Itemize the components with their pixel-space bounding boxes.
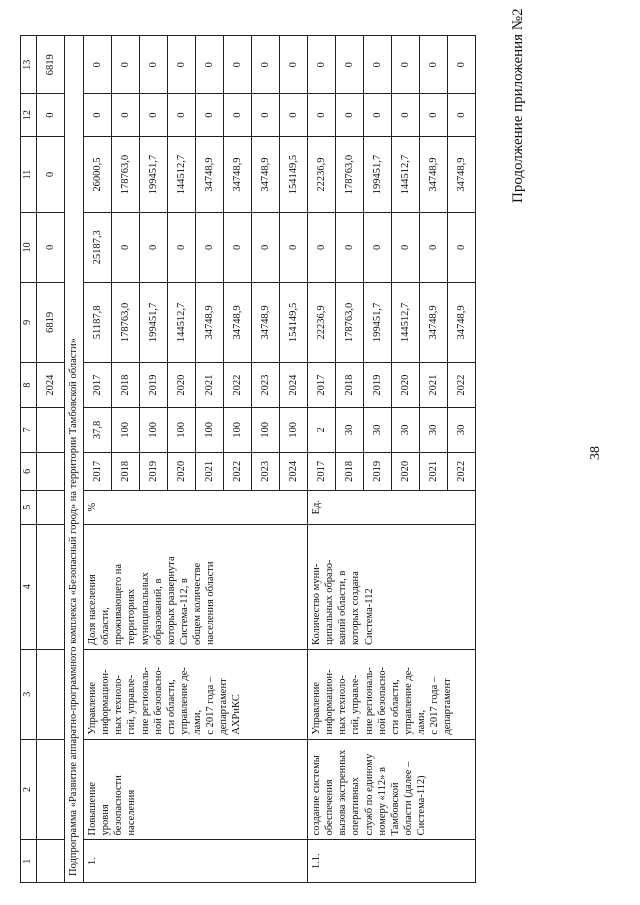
unit: %	[84, 490, 308, 524]
finance-year: 2020	[392, 363, 420, 408]
indicator-year: 2024	[280, 452, 308, 490]
indicator-value: 37,8	[84, 408, 112, 453]
appendix-label: Продолжение приложения №2	[510, 8, 526, 203]
col-number: 13	[21, 36, 37, 94]
total-amount: 34748,9	[420, 282, 448, 363]
event-name: Повышение уровня безопасности населения	[84, 739, 308, 840]
indicator-year: 2023	[252, 452, 280, 490]
regional-amount: 34748,9	[196, 136, 224, 212]
indicator-value: 100	[252, 408, 280, 453]
regional-amount: 199451,7	[364, 136, 392, 212]
municipal-amount: 0	[224, 94, 252, 137]
indicator-name: Доля населения области, проживающего на территориях муниципальных образований, в которых развернута Система-112, в общем количестве населения области	[84, 524, 308, 649]
municipal-amount: 0	[112, 94, 140, 137]
indicator-value: 100	[196, 408, 224, 453]
federal-amount: 0	[168, 213, 196, 282]
indicator-value: 2	[308, 408, 336, 453]
total-amount: 178763,0	[336, 282, 364, 363]
other-amount: 6819	[37, 36, 65, 94]
regional-amount: 34748,9	[224, 136, 252, 212]
program-table	[20, 35, 476, 883]
federal-amount: 0	[336, 213, 364, 282]
regional-amount: 144512,7	[168, 136, 196, 212]
regional-amount: 154149,5	[280, 136, 308, 212]
col-number: 1	[21, 840, 37, 883]
indicator-year: 2020	[392, 452, 420, 490]
regional-amount: 178763,0	[336, 136, 364, 212]
municipal-amount: 0	[37, 94, 65, 137]
other-amount: 0	[168, 36, 196, 94]
federal-amount: 0	[308, 213, 336, 282]
indicator-year: 2022	[448, 452, 476, 490]
total-amount: 6819	[37, 282, 65, 363]
unit: Ед.	[308, 490, 476, 524]
col-number: 10	[21, 213, 37, 282]
federal-amount: 0	[112, 213, 140, 282]
indicator-name: Количество муни- ципальных образо- ваний области, в которых создана Система-112	[308, 524, 476, 649]
other-amount: 0	[140, 36, 168, 94]
page-number: 38	[588, 446, 603, 460]
regional-amount: 144512,7	[392, 136, 420, 212]
federal-amount: 0	[252, 213, 280, 282]
municipal-amount: 0	[196, 94, 224, 137]
finance-year: 2020	[168, 363, 196, 408]
column-numbers-row	[21, 36, 37, 883]
regional-amount: 34748,9	[448, 136, 476, 212]
indicator-year: 2022	[224, 452, 252, 490]
other-amount: 0	[84, 36, 112, 94]
other-amount: 0	[364, 36, 392, 94]
federal-amount: 0	[448, 213, 476, 282]
federal-amount: 0	[364, 213, 392, 282]
total-amount: 199451,7	[140, 282, 168, 363]
finance-year: 2024	[280, 363, 308, 408]
total-amount: 144512,7	[392, 282, 420, 363]
total-amount: 51187,8	[84, 282, 112, 363]
regional-amount: 22236,9	[308, 136, 336, 212]
finance-year: 2023	[252, 363, 280, 408]
total-amount: 178763,0	[112, 282, 140, 363]
finance-year: 2019	[364, 363, 392, 408]
other-amount: 0	[196, 36, 224, 94]
finance-year: 2017	[308, 363, 336, 408]
regional-amount: 178763,0	[112, 136, 140, 212]
finance-year: 2018	[336, 363, 364, 408]
col-number: 12	[21, 94, 37, 137]
finance-year: 2021	[196, 363, 224, 408]
indicator-value: 100	[168, 408, 196, 453]
federal-amount: 0	[392, 213, 420, 282]
other-amount: 0	[252, 36, 280, 94]
indicator-value: 30	[364, 408, 392, 453]
col-number: 9	[21, 282, 37, 363]
federal-amount: 0	[224, 213, 252, 282]
indicator-value: 100	[224, 408, 252, 453]
total-amount: 34748,9	[224, 282, 252, 363]
other-amount: 0	[112, 36, 140, 94]
municipal-amount: 0	[308, 94, 336, 137]
municipal-amount: 0	[168, 94, 196, 137]
municipal-amount: 0	[280, 94, 308, 137]
indicator-value: 30	[392, 408, 420, 453]
finance-year: 2022	[224, 363, 252, 408]
col-number: 7	[21, 408, 37, 453]
total-amount: 199451,7	[364, 282, 392, 363]
table-row	[308, 36, 336, 883]
indicator-year: 2020	[168, 452, 196, 490]
total-amount: 34748,9	[448, 282, 476, 363]
municipal-amount: 0	[420, 94, 448, 137]
executor: Управление информацион- ных техноло- гий, управле- ние региональ- ной безопасно- сти области, управление де- лами, с 2017 года – департамент	[308, 649, 476, 739]
other-amount: 0	[420, 36, 448, 94]
regional-amount: 34748,9	[420, 136, 448, 212]
federal-amount: 0	[420, 213, 448, 282]
indicator-value: 30	[420, 408, 448, 453]
regional-amount: 34748,9	[252, 136, 280, 212]
col-number: 6	[21, 452, 37, 490]
municipal-amount: 0	[392, 94, 420, 137]
total-amount: 144512,7	[168, 282, 196, 363]
other-amount: 0	[308, 36, 336, 94]
total-amount: 154149,5	[280, 282, 308, 363]
indicator-year: 2021	[420, 452, 448, 490]
other-amount: 0	[392, 36, 420, 94]
col-number: 5	[21, 490, 37, 524]
federal-amount: 25187,3	[84, 213, 112, 282]
indicator-year: 2019	[364, 452, 392, 490]
municipal-amount: 0	[364, 94, 392, 137]
indicator-value: 100	[112, 408, 140, 453]
indicator-value: 100	[140, 408, 168, 453]
col-number: 8	[21, 363, 37, 408]
col-number: 11	[21, 136, 37, 212]
event-name: создание системы обеспечения вызова экстренных оперативных служб по единому номеру «112» в Тамбовской области (далее – Система-112)	[308, 739, 476, 840]
indicator-year: 2017	[308, 452, 336, 490]
indicator-value: 30	[448, 408, 476, 453]
other-amount: 0	[336, 36, 364, 94]
indicator-value: 30	[336, 408, 364, 453]
municipal-amount: 0	[336, 94, 364, 137]
col-number: 2	[21, 739, 37, 840]
indicator-year: 2018	[112, 452, 140, 490]
subprogram-row	[65, 36, 84, 883]
municipal-amount: 0	[448, 94, 476, 137]
indicator-year: 2021	[196, 452, 224, 490]
subprogram-title: Подпрограмма «Развитие аппаратно-программного комплекса «Безопасный город» на территории Тамбовской области»	[65, 36, 84, 883]
regional-amount: 199451,7	[140, 136, 168, 212]
finance-year: 2018	[112, 363, 140, 408]
indicator-year: 2019	[140, 452, 168, 490]
federal-amount: 0	[37, 213, 65, 282]
table-row	[84, 36, 112, 883]
col-number: 3	[21, 649, 37, 739]
finance-year: 2017	[84, 363, 112, 408]
total-amount: 22236,9	[308, 282, 336, 363]
municipal-amount: 0	[84, 94, 112, 137]
municipal-amount: 0	[140, 94, 168, 137]
executor: Управление информацион- ных техноло- гий, управле- ние региональ- ной безопасно- сти области, управление де- лами, с 2017 года – департамент АХРиКС	[84, 649, 308, 739]
finance-year: 2019	[140, 363, 168, 408]
total-amount: 34748,9	[196, 282, 224, 363]
other-amount: 0	[448, 36, 476, 94]
regional-amount: 26000,5	[84, 136, 112, 212]
total-amount: 34748,9	[252, 282, 280, 363]
federal-amount: 0	[280, 213, 308, 282]
other-amount: 0	[280, 36, 308, 94]
indicator-year: 2018	[336, 452, 364, 490]
other-amount: 0	[224, 36, 252, 94]
indicator-value: 100	[280, 408, 308, 453]
federal-amount: 0	[140, 213, 168, 282]
document-sheet	[2, 2, 637, 897]
federal-amount: 0	[196, 213, 224, 282]
carryover-row	[37, 36, 65, 883]
finance-year: 2024	[37, 363, 65, 408]
row-number: 1.1.	[308, 840, 476, 883]
regional-amount: 0	[37, 136, 65, 212]
municipal-amount: 0	[252, 94, 280, 137]
col-number: 4	[21, 524, 37, 649]
finance-year: 2021	[420, 363, 448, 408]
row-number: 1.	[84, 840, 308, 883]
finance-year: 2022	[448, 363, 476, 408]
indicator-year: 2017	[84, 452, 112, 490]
